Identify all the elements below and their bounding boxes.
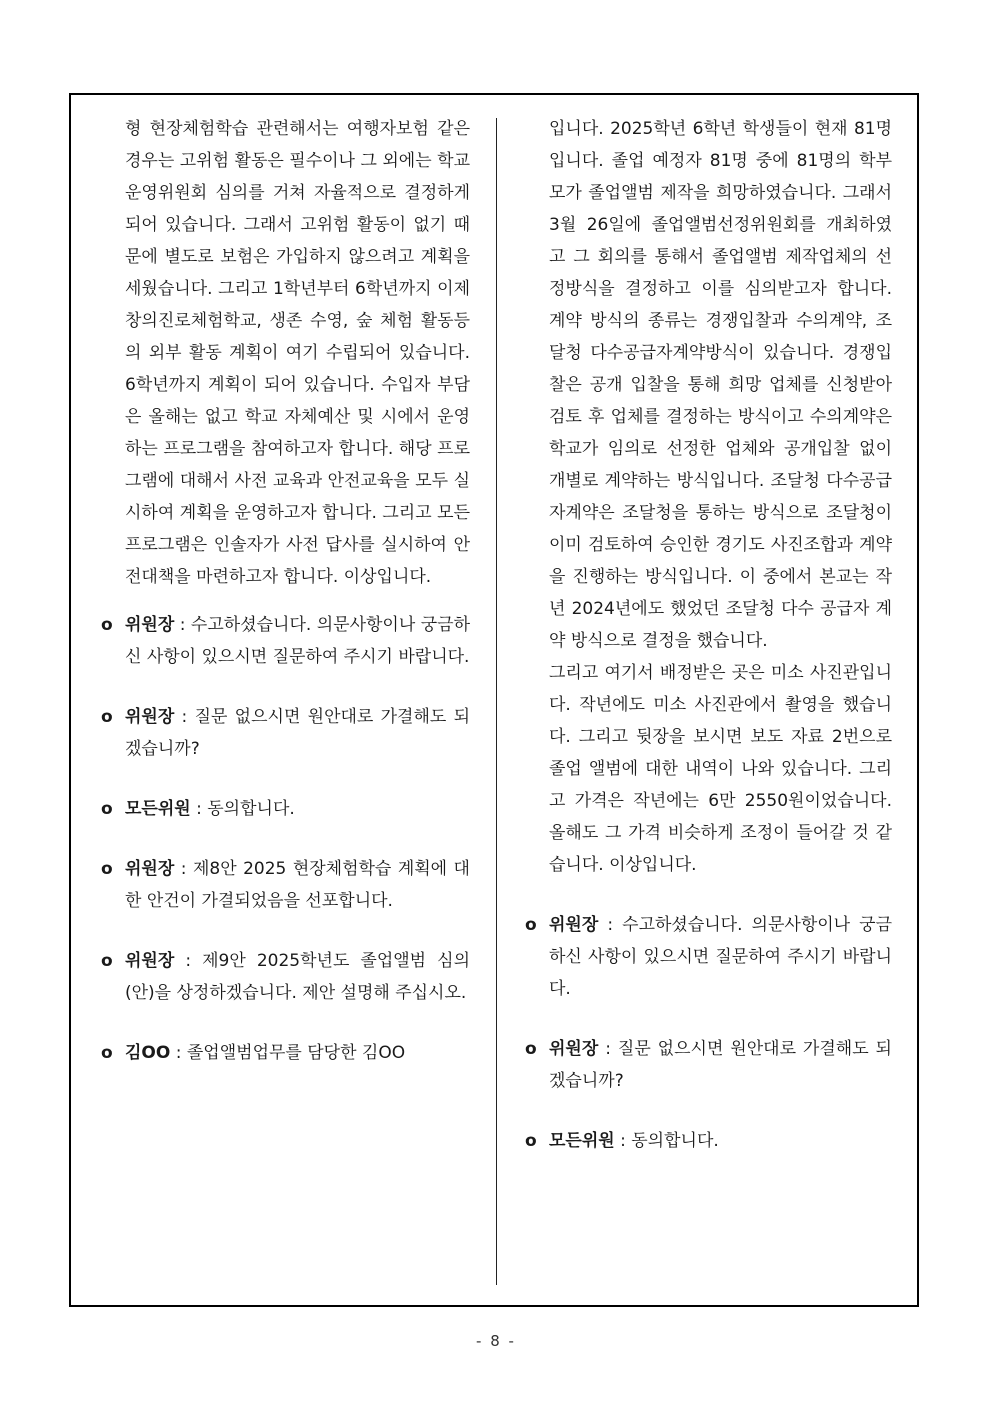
entry-text: 수고하셨습니다. 의문사항이나 궁금하신 사항이 있으시면 질문하여 주시기 바랍니다. — [549, 915, 892, 999]
speaker-name: 위원장 — [125, 615, 175, 635]
bullet-marker: o — [525, 1039, 537, 1059]
explanation-paragraph-continued: 그리고 여기서 배정받은 곳은 미소 사진관입니다. 작년에도 미소 사진관에서 촬영을 했습니다. 그리고 뒷장을 보시면 보도 자료 2번으로 졸업 앨범에 대한 내역이 나와 있습니다. 그리고 가격은 작년에는 6만 2550원이었습니다. 올해도 그 가격 비슷하게 조정이 들어갈 것 같습니다. 이상입니다. — [549, 663, 892, 875]
page-number: - 8 - — [476, 1332, 516, 1350]
entry-text: 제8안 2025 현장체험학습 계획에 대한 안건이 가결되었음을 선포합니다. — [125, 859, 470, 911]
speaker-name: 위원장 — [125, 951, 175, 971]
minutes-entry: o 위원장 : 질문 없으시면 원안대로 가결해도 되겠습니까? — [98, 701, 470, 765]
explanation-paragraph: 입니다. 2025학년 6학년 학생들이 현재 81명입니다. 졸업 예정자 81명 중에 81명의 학부모가 졸업앨범 제작을 희망하였습니다. 그래서 3월 26일에 졸업앨범선정위원회를 개최하였고 그 회의를 통해서 졸업앨범 제작업체의 선정방식을 결정하고 이를 심의받고자 합니다. 계약 방식의 종류는 경쟁입찰과 수의계약, 조달청 다수공급자계약방식이 있습니다. 경쟁입찰은 공개 입찰을 통해 희망 업체를 신청받아 검토 후 업체를 결정하는 방식이고 수의계약은 학교가 임의로 선정한 업체와 공개입찰 없이 개별로 계약하는 방식입니다. 조달청 다수공급자계약은 조달청을 통하는 방식으로 조달청이 이미 검토하여 승인한 경기도 사진조합과 계약을 진행하는 방식입니다. 이 중에서 본교는 작년 2024년에도 했었던 조달청 다수 공급자 계약 방식으로 결정을 했습니다. — [549, 119, 892, 651]
intro-paragraph: 형 현장체험학습 관련해서는 여행자보험 같은 경우는 고위험 활동은 필수이나 그 외에는 학교운영위원회 심의를 거쳐 자율적으로 결정하게 되어 있습니다. 그래서 고위험 활동이 없기 때문에 별도로 보험은 가입하지 않으려고 계획을 세웠습니다. 그리고 1학년부터 6학년까지 이제 창의진로체험학교, 생존 수영, 숲 체험 활동등의 외부 활동 계획이 여기 수립되어 있습니다. 6학년까지 계획이 되어 있습니다. 수입자 부담은 올해는 없고 학교 자체예산 및 시에서 운영하는 프로그램을 참여하고자 합니다. 해당 프로그램에 대해서 사전 교육과 안전교육을 모두 실시하여 계획을 운영하고자 합니다. 그리고 모든 프로그램은 인솔자가 사전 답사를 실시하여 안전대책을 마련하고자 합니다. 이상입니다. — [125, 119, 470, 587]
entry-text: 수고하셨습니다. 의문사항이나 궁금하신 사항이 있으시면 질문하여 주시기 바랍니다. — [125, 615, 470, 667]
bullet-marker: o — [525, 1131, 537, 1151]
left-column — [98, 113, 470, 1069]
speaker-name: 위원장 — [125, 707, 175, 727]
right-column — [522, 113, 892, 1157]
speaker-name: 위원장 — [549, 1039, 599, 1059]
minutes-entry: o 위원장 : 수고하셨습니다. 의문사항이나 궁금하신 사항이 있으시면 질문하여 주시기 바랍니다. — [522, 909, 892, 1005]
minutes-entry: o 모든위원 : 동의합니다. — [522, 1125, 892, 1157]
minutes-entry: o 모든위원 : 동의합니다. — [98, 793, 470, 825]
minutes-entry: o 위원장 : 제9안 2025학년도 졸업앨범 심의(안)을 상정하겠습니다. 제안 설명해 주십시오. — [98, 945, 470, 1009]
column-divider — [496, 118, 497, 1285]
bullet-marker: o — [101, 1043, 113, 1063]
entry-text: 질문 없으시면 원안대로 가결해도 되겠습니까? — [549, 1039, 892, 1091]
entry-text: 제9안 2025학년도 졸업앨범 심의(안)을 상정하겠습니다. 제안 설명해 주십시오. — [125, 951, 470, 1003]
minutes-entry: o 위원장 : 수고하셨습니다. 의문사항이나 궁금하신 사항이 있으시면 질문하여 주시기 바랍니다. — [98, 609, 470, 673]
minutes-entry: o 김OO : 졸업앨범업무를 담당한 김OO — [98, 1037, 470, 1069]
minutes-entry: o 위원장 : 제8안 2025 현장체험학습 계획에 대한 안건이 가결되었음을 선포합니다. — [98, 853, 470, 917]
bullet-marker: o — [101, 799, 113, 819]
minutes-entry: o 위원장 : 질문 없으시면 원안대로 가결해도 되겠습니까? — [522, 1033, 892, 1097]
bullet-marker: o — [525, 915, 537, 935]
entry-text: 동의합니다. — [207, 799, 295, 819]
speaker-name: 모든위원 — [549, 1131, 615, 1151]
speaker-name: 위원장 — [125, 859, 175, 879]
bullet-marker: o — [101, 859, 113, 879]
entry-text: 동의합니다. — [631, 1131, 719, 1151]
entry-text: 졸업앨범업무를 담당한 김OO — [186, 1043, 406, 1063]
speaker-name: 김OO — [125, 1043, 171, 1063]
bullet-marker: o — [101, 615, 113, 635]
bullet-marker: o — [101, 707, 113, 727]
entry-text: 질문 없으시면 원안대로 가결해도 되겠습니까? — [125, 707, 470, 759]
speaker-name: 모든위원 — [125, 799, 191, 819]
bullet-marker: o — [101, 951, 113, 971]
speaker-name: 위원장 — [549, 915, 599, 935]
